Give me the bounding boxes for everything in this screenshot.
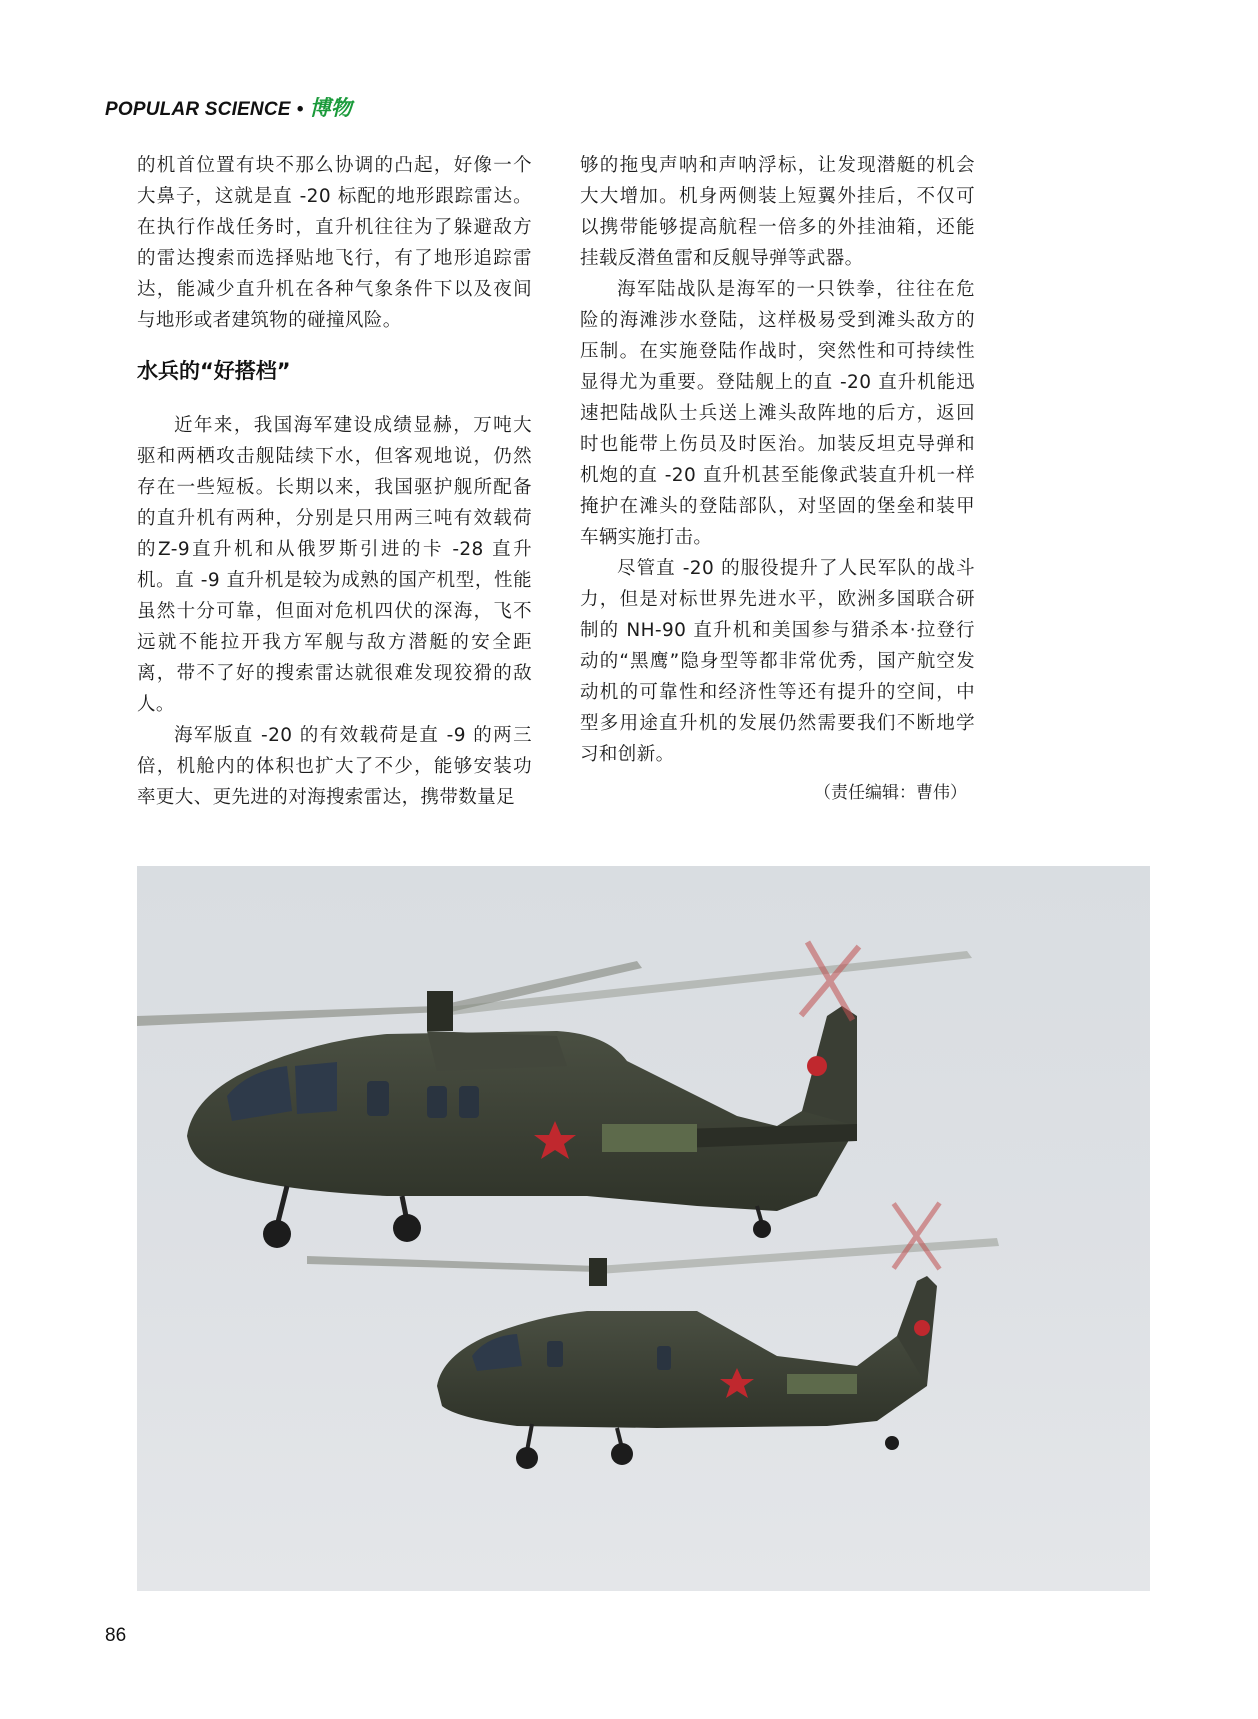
left-paragraph-1: 的机首位置有块不那么协调的凸起，好像一个大鼻子，这就是直 -20 标配的地形跟踪雷达。在执行作战任务时，直升机往往为了躲避敌方的雷达搜索而选择贴地飞行，有了地形追踪雷达，能减少直升机在各种气象条件下以及夜间与地形或者建筑物的碰撞风险。 [137, 155, 532, 331]
right-paragraph-2: 海军陆战队是海军的一只铁拳，往往在危险的海滩涉水登陆，这样极易受到滩头敌方的压制。在实施登陆作战时，突然性和可持续性显得尤为重要。登陆舰上的直 -20 直升机能迅速把陆战队士兵送上滩头敌阵地的后方，返回时也能带上伤员及时医治。加装反坦克导弹和机炮的直 -20 直升机甚至能像武装直升机一样掩护在滩头的登陆部队，对坚固的堡垒和装甲车辆实施打击。 [580, 279, 975, 548]
helicopter-illustration [137, 866, 1150, 1591]
left-column [137, 150, 532, 813]
helicopter-rear [307, 1202, 999, 1469]
right-column [580, 150, 975, 808]
left-paragraph-3: 海军版直 -20 的有效载荷是直 -9 的两三倍，机舱内的体积也扩大了不少，能够安装功率更大、更先进的对海搜索雷达，携带数量足 [137, 725, 532, 808]
section-title: 博物 [309, 97, 352, 120]
page-number: 86 [105, 1625, 127, 1646]
helicopter-photo [137, 866, 1150, 1591]
right-paragraph-3: 尽管直 -20 的服役提升了人民军队的战斗力，但是对标世界先进水平，欧洲多国联合研制的 NH-90 直升机和美国参与猎杀本·拉登行动的“黑鹰”隐身型等都非常优秀，国产航空发动机的可靠性和经济性等还有提升的空间，中型多用途直升机的发展仍然需要我们不断地学习和创新。 [580, 558, 975, 765]
section-heading: 水兵的“好搭档” [137, 359, 291, 383]
editor-credit: （责任编辑：曹伟） [814, 783, 967, 803]
helicopter-front [137, 941, 972, 1248]
right-paragraph-1: 够的拖曳声呐和声呐浮标，让发现潜艇的机会大大增加。机身两侧装上短翼外挂后，不仅可以携带能够提高航程一倍多的外挂油箱，还能挂载反潜鱼雷和反舰导弹等武器。 [580, 155, 975, 269]
header-separator: • [296, 99, 304, 120]
left-paragraph-2: 近年来，我国海军建设成绩显赫，万吨大驱和两栖攻击舰陆续下水，但客观地说，仍然存在一些短板。长期以来，我国驱护舰所配备的直升机有两种，分别是只用两三吨有效载荷的Z-9直升机和从俄罗斯引进的卡 -28 直升机。直 -9 直升机是较为成熟的国产机型，性能虽然十分可靠，但面对危机四伏的深海，飞不远就不能拉开我方军舰与敌方潜艇的安全距离，带不了好的搜索雷达就很难发现狡猾的敌人。 [137, 415, 532, 715]
magazine-brand: POPULAR SCIENCE [105, 99, 291, 120]
page-header [105, 92, 352, 122]
